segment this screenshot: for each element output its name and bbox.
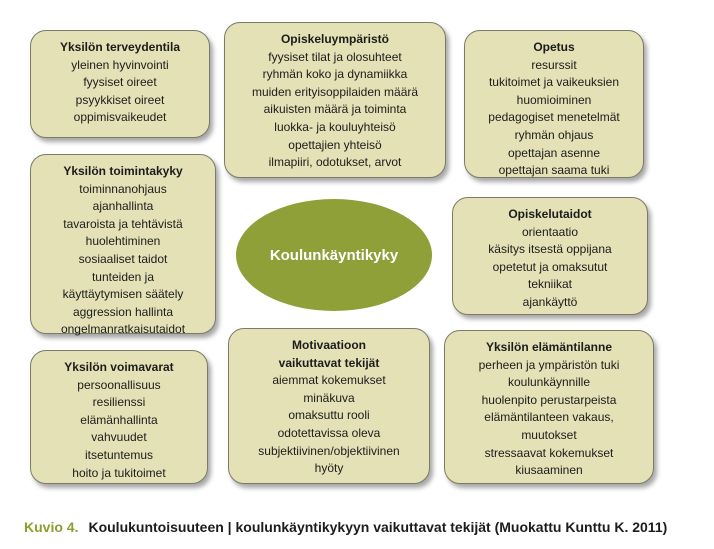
box-line: luokka- ja kouluyhteisö: [274, 119, 396, 134]
box-line: yleinen hyvinvointi: [71, 57, 169, 72]
box-opiskeluymparisto: [224, 22, 446, 178]
box-title: Yksilön terveydentila: [59, 40, 181, 54]
box-line: sosiaaliset taidot: [78, 251, 168, 266]
box-line: tunteiden ja: [91, 269, 155, 284]
box-title: Opetus: [533, 40, 575, 54]
box-opiskelutaidot: [452, 197, 648, 315]
box-line: elämänhallinta: [80, 412, 158, 427]
box-line: toiminnanohjaus: [79, 181, 167, 196]
box-elamantilanne: [444, 330, 654, 484]
box-line: perheen ja ympäristön tuki: [478, 357, 620, 372]
box-line: huolehtiminen: [85, 234, 161, 249]
box-line: ajanhallinta: [92, 199, 154, 214]
box-line: ryhmän ohjaus: [514, 127, 594, 142]
box-title: Motivaatioon vaikuttavat tekijät: [278, 338, 380, 370]
box-line: odotettavissa oleva: [277, 425, 381, 440]
box-lines: [465, 57, 643, 180]
box-line: käsitys itsestä oppijana: [488, 242, 612, 257]
box-title: Yksilön voimavarat: [64, 360, 174, 374]
box-line: hoito ja tukitoimet: [72, 465, 166, 480]
box-line: fyysiset oireet: [83, 75, 157, 90]
box-lines: [453, 224, 647, 312]
box-line: orientaatio: [521, 224, 579, 239]
box-line: omaksuttu rooli: [288, 408, 370, 423]
box-line: muiden erityisoppilaiden määrä: [251, 84, 419, 99]
box-title: Yksilön toimintakyky: [63, 164, 183, 178]
box-lines: [225, 49, 445, 172]
box-line: fyysiset tilat ja olosuhteet: [268, 49, 402, 64]
box-line: oppimisvaikeudet: [73, 110, 167, 125]
box-lines: [229, 372, 429, 478]
box-line: psyykkiset oireet: [75, 92, 165, 107]
box-line: huolenpito perustarpeista: [481, 392, 617, 407]
box-lines: [31, 57, 209, 127]
box-line: ryhmän koko ja dynamiikka: [262, 67, 408, 82]
box-line: ilmapiiri, odotukset, arvot: [268, 155, 402, 170]
box-line: muutokset: [521, 427, 577, 442]
box-line: opettajien yhteisö: [288, 137, 382, 152]
box-line: ongelmanratkaisutaidot: [60, 322, 186, 337]
box-lines: [445, 357, 653, 480]
box-line: aiemmat kokemukset: [272, 373, 386, 388]
box-line: hyöty: [314, 461, 344, 476]
box-line: opettajan asenne: [507, 145, 601, 160]
box-terveydentila: [30, 30, 210, 138]
figure-caption: [24, 519, 714, 535]
box-line: huomioiminen: [516, 92, 592, 107]
box-toimintakyky: [30, 154, 216, 337]
box-line: kiusaaminen: [515, 463, 583, 478]
box-lines: [31, 377, 207, 483]
caption-text: Koulukuntoisuuteen | koulunkäyntikykyyn vaikuttavat tekijät (Muokattu Kunttu K. 2011): [88, 519, 668, 535]
box-line: itsetuntemus: [84, 447, 154, 462]
box-opetus: [464, 30, 644, 178]
box-line: minäkuva: [303, 390, 355, 405]
box-line: käyttäytymisen säätely: [62, 287, 184, 302]
caption-label: Kuvio 4.: [24, 519, 79, 535]
center-ellipse: [236, 199, 432, 311]
box-line: opettajan saama tuki: [498, 163, 610, 178]
box-voimavarat: [30, 350, 208, 484]
box-line: ajankäyttö: [522, 294, 578, 309]
box-line: opetetut ja omaksutut: [492, 259, 608, 274]
box-motivaatio: [228, 328, 430, 484]
box-line: stressaavat kokemukset: [484, 445, 614, 460]
box-line: aggression hallinta: [72, 304, 174, 319]
box-line: subjektiivinen/objektiivinen: [258, 443, 400, 458]
box-line: persoonallisuus: [77, 377, 161, 392]
box-line: tavaroista ja tehtävistä: [63, 216, 183, 231]
box-line: resilienssi: [92, 395, 146, 410]
box-line: resurssit: [531, 57, 577, 72]
box-title: Opiskelutaidot: [508, 207, 592, 221]
box-line: aikuisten määrä ja toiminta: [263, 102, 407, 117]
box-line: koulunkäynnille: [507, 375, 591, 390]
box-title: Opiskeluympäristö: [280, 32, 390, 46]
box-lines: [31, 181, 215, 339]
box-line: vahvuudet: [91, 430, 147, 445]
center-label: Koulunkäyntikyky: [269, 246, 399, 264]
box-line: tekniikat: [527, 277, 573, 292]
box-line: elämäntilanteen vakaus,: [484, 410, 614, 425]
box-line: pedagogiset menetelmät: [488, 110, 620, 125]
box-line: tukitoimet ja vaikeuksien: [488, 75, 620, 90]
box-title: Yksilön elämäntilanne: [485, 340, 613, 354]
